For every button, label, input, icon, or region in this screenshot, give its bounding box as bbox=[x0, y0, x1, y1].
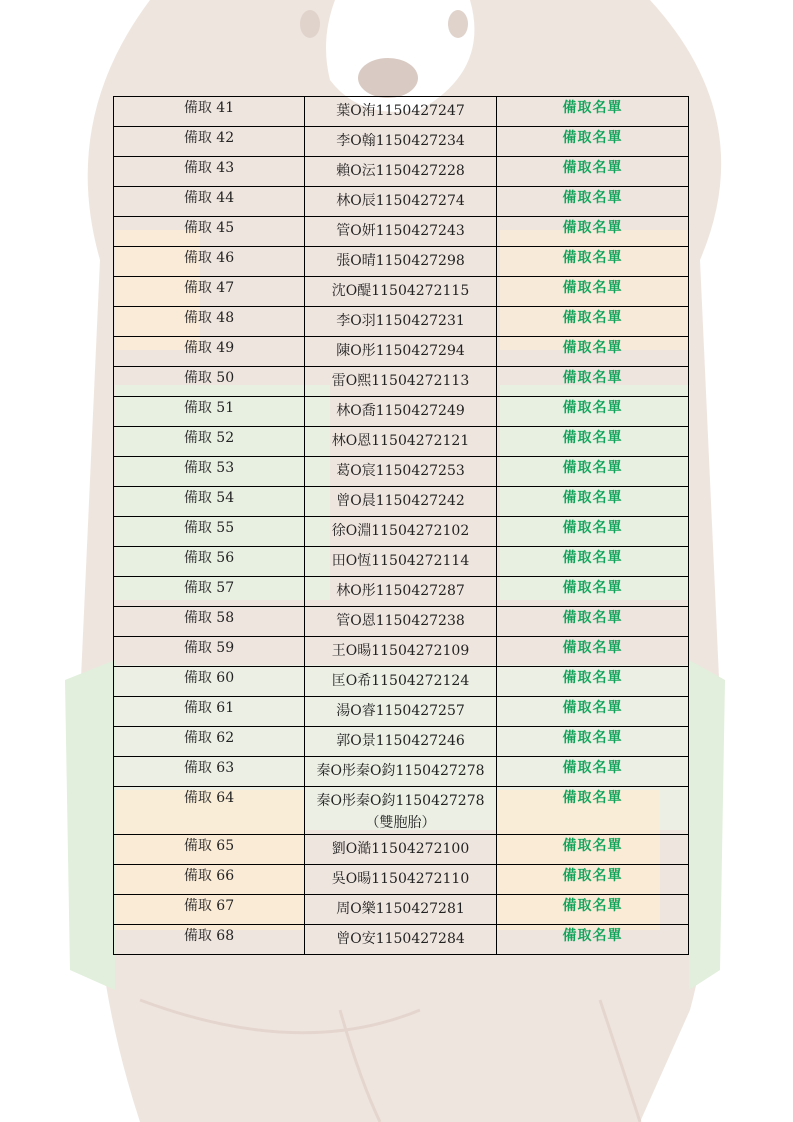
table-row bbox=[114, 727, 689, 757]
status-cell: 備取名單 bbox=[497, 217, 689, 247]
name-id-cell bbox=[305, 217, 497, 247]
status-cell: 備取名單 bbox=[497, 247, 689, 277]
name-id-cell bbox=[305, 337, 497, 367]
applicant-name-id: 林O恩11504272121 bbox=[331, 433, 470, 449]
table-row bbox=[114, 697, 689, 727]
status-cell: 備取名單 bbox=[497, 637, 689, 667]
table-row bbox=[114, 517, 689, 547]
name-id-cell bbox=[305, 697, 497, 727]
applicant-name-id: 管O恩1150427238 bbox=[336, 613, 465, 629]
rank-cell: 備取 66 bbox=[114, 865, 305, 895]
status-cell: 備取名單 bbox=[497, 187, 689, 217]
applicant-name-id: 雷O熙11504272113 bbox=[331, 373, 470, 389]
name-id-cell bbox=[305, 667, 497, 697]
table-row bbox=[114, 547, 689, 577]
rank-cell: 備取 55 bbox=[114, 517, 305, 547]
table-row bbox=[114, 487, 689, 517]
name-id-cell bbox=[305, 97, 497, 127]
table-row bbox=[114, 127, 689, 157]
rank-cell: 備取 58 bbox=[114, 607, 305, 637]
table-row bbox=[114, 637, 689, 667]
applicant-name-id: 林O辰1150427274 bbox=[336, 193, 465, 209]
applicant-name-id: 秦O彤秦O鈞1150427278 bbox=[316, 763, 485, 779]
applicant-name-id: 郭O景1150427246 bbox=[336, 733, 465, 749]
name-id-cell bbox=[305, 835, 497, 865]
applicant-name-id: 李O翰1150427234 bbox=[336, 133, 465, 149]
applicant-name-id: 王O暘11504272109 bbox=[331, 643, 470, 659]
name-id-cell bbox=[305, 487, 497, 517]
status-cell: 備取名單 bbox=[497, 337, 689, 367]
status-cell: 備取名單 bbox=[497, 607, 689, 637]
applicant-name-id: 周O樂1150427281 bbox=[336, 901, 465, 917]
rank-cell: 備取 51 bbox=[114, 397, 305, 427]
status-cell: 備取名單 bbox=[497, 697, 689, 727]
rank-cell: 備取 44 bbox=[114, 187, 305, 217]
rank-cell: 備取 60 bbox=[114, 667, 305, 697]
rank-cell: 備取 46 bbox=[114, 247, 305, 277]
applicant-name-id: 賴O沄1150427228 bbox=[336, 163, 465, 179]
rank-cell: 備取 67 bbox=[114, 895, 305, 925]
table-row bbox=[114, 337, 689, 367]
name-id-cell bbox=[305, 925, 497, 955]
applicant-name-id: 曾O晨1150427242 bbox=[336, 493, 465, 509]
rank-cell: 備取 50 bbox=[114, 367, 305, 397]
rank-cell: 備取 64 bbox=[114, 787, 305, 835]
applicant-name-id: 林O喬1150427249 bbox=[336, 403, 465, 419]
table-row bbox=[114, 895, 689, 925]
status-cell: 備取名單 bbox=[497, 925, 689, 955]
table-row bbox=[114, 667, 689, 697]
waitlist-rows bbox=[114, 97, 689, 955]
table-row bbox=[114, 97, 689, 127]
rank-cell: 備取 61 bbox=[114, 697, 305, 727]
applicant-name-id: 葛O宸1150427253 bbox=[336, 463, 465, 479]
status-cell: 備取名單 bbox=[497, 517, 689, 547]
name-id-cell bbox=[305, 397, 497, 427]
applicant-name-id: 沈O醍11504272115 bbox=[331, 283, 470, 299]
name-id-cell bbox=[305, 757, 497, 787]
applicant-name-id: 陳O彤1150427294 bbox=[336, 343, 465, 359]
table-row bbox=[114, 367, 689, 397]
name-id-cell bbox=[305, 427, 497, 457]
applicant-name-id: 李O羽1150427231 bbox=[336, 313, 465, 329]
name-id-cell bbox=[305, 187, 497, 217]
applicant-name-id: 林O彤1150427287 bbox=[336, 583, 465, 599]
status-cell: 備取名單 bbox=[497, 307, 689, 337]
name-id-cell bbox=[305, 517, 497, 547]
table-row bbox=[114, 925, 689, 955]
status-cell: 備取名單 bbox=[497, 757, 689, 787]
status-cell: 備取名單 bbox=[497, 547, 689, 577]
table-row bbox=[114, 427, 689, 457]
table-row bbox=[114, 247, 689, 277]
table-row bbox=[114, 187, 689, 217]
rank-cell: 備取 65 bbox=[114, 835, 305, 865]
status-cell: 備取名單 bbox=[497, 667, 689, 697]
rank-cell: 備取 63 bbox=[114, 757, 305, 787]
table-row bbox=[114, 157, 689, 187]
name-id-cell bbox=[305, 157, 497, 187]
table-row bbox=[114, 397, 689, 427]
status-cell: 備取名單 bbox=[497, 427, 689, 457]
status-cell: 備取名單 bbox=[497, 727, 689, 757]
rank-cell: 備取 57 bbox=[114, 577, 305, 607]
status-cell: 備取名單 bbox=[497, 367, 689, 397]
status-cell: 備取名單 bbox=[497, 487, 689, 517]
name-id-cell bbox=[305, 277, 497, 307]
name-id-cell bbox=[305, 367, 497, 397]
rank-cell: 備取 43 bbox=[114, 157, 305, 187]
applicant-name-id: 葉O洧1150427247 bbox=[336, 103, 465, 119]
table-row bbox=[114, 607, 689, 637]
status-cell: 備取名單 bbox=[497, 895, 689, 925]
rank-cell: 備取 62 bbox=[114, 727, 305, 757]
table-row bbox=[114, 457, 689, 487]
rank-cell: 備取 48 bbox=[114, 307, 305, 337]
applicant-name-id: 管O妍1150427243 bbox=[336, 223, 465, 239]
table-row bbox=[114, 577, 689, 607]
applicant-name-id: 曾O安1150427284 bbox=[336, 931, 465, 947]
twins-note: （雙胞胎） bbox=[365, 815, 436, 831]
status-cell: 備取名單 bbox=[497, 835, 689, 865]
applicant-name-id: 田O恆11504272114 bbox=[331, 553, 470, 569]
status-cell: 備取名單 bbox=[497, 397, 689, 427]
rank-cell: 備取 59 bbox=[114, 637, 305, 667]
status-cell: 備取名單 bbox=[497, 457, 689, 487]
name-id-cell bbox=[305, 865, 497, 895]
rank-cell: 備取 45 bbox=[114, 217, 305, 247]
status-cell: 備取名單 bbox=[497, 127, 689, 157]
rank-cell: 備取 52 bbox=[114, 427, 305, 457]
status-cell: 備取名單 bbox=[497, 157, 689, 187]
name-id-cell bbox=[305, 577, 497, 607]
status-cell: 備取名單 bbox=[497, 277, 689, 307]
table-row bbox=[114, 787, 689, 835]
name-id-cell bbox=[305, 727, 497, 757]
rank-cell: 備取 68 bbox=[114, 925, 305, 955]
applicant-name-id: 吳O暘11504272110 bbox=[331, 871, 470, 887]
status-cell: 備取名單 bbox=[497, 577, 689, 607]
waitlist-table bbox=[113, 96, 689, 955]
name-id-cell bbox=[305, 307, 497, 337]
applicant-name-id: 秦O彤秦O鈞1150427278 bbox=[316, 793, 485, 809]
rank-cell: 備取 53 bbox=[114, 457, 305, 487]
table-row bbox=[114, 757, 689, 787]
applicant-name-id: 張O晴1150427298 bbox=[336, 253, 465, 269]
status-cell: 備取名單 bbox=[497, 97, 689, 127]
table-row bbox=[114, 865, 689, 895]
rank-cell: 備取 56 bbox=[114, 547, 305, 577]
name-id-cell bbox=[305, 127, 497, 157]
table-row bbox=[114, 217, 689, 247]
status-cell: 備取名單 bbox=[497, 787, 689, 835]
name-id-cell bbox=[305, 895, 497, 925]
name-id-cell bbox=[305, 787, 497, 835]
applicant-name-id: 劉O澔11504272100 bbox=[331, 841, 470, 857]
applicant-name-id: 徐O淵11504272102 bbox=[331, 523, 470, 539]
rank-cell: 備取 41 bbox=[114, 97, 305, 127]
applicant-name-id: 匡O希11504272124 bbox=[331, 673, 470, 689]
table-row bbox=[114, 307, 689, 337]
name-id-cell bbox=[305, 457, 497, 487]
name-id-cell bbox=[305, 547, 497, 577]
table-row bbox=[114, 835, 689, 865]
name-id-cell bbox=[305, 637, 497, 667]
rank-cell: 備取 47 bbox=[114, 277, 305, 307]
rank-cell: 備取 42 bbox=[114, 127, 305, 157]
name-id-cell bbox=[305, 247, 497, 277]
rank-cell: 備取 49 bbox=[114, 337, 305, 367]
name-id-cell bbox=[305, 607, 497, 637]
rank-cell: 備取 54 bbox=[114, 487, 305, 517]
applicant-name-id: 湯O睿1150427257 bbox=[336, 703, 465, 719]
table-row bbox=[114, 277, 689, 307]
status-cell: 備取名單 bbox=[497, 865, 689, 895]
